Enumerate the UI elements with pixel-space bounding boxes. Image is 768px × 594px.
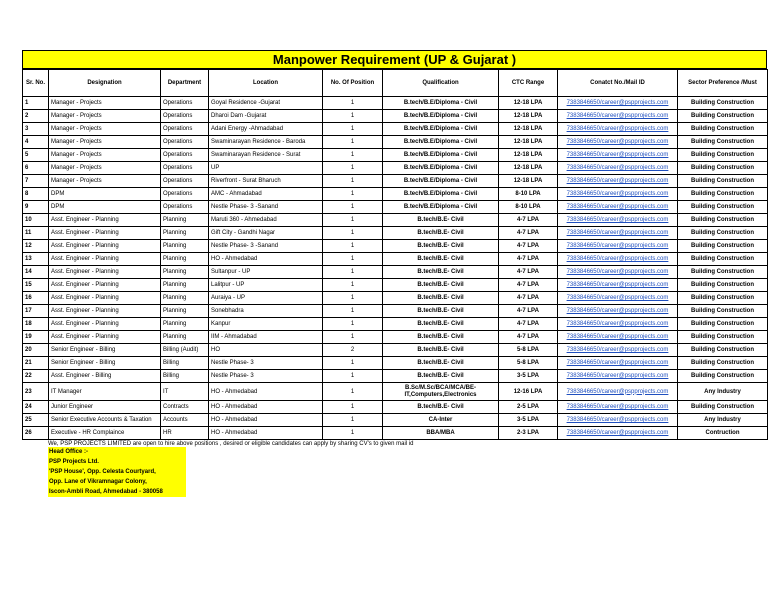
- ctc-cell: 4-7 LPA: [499, 240, 558, 253]
- location-cell: AMC - Ahmadabad: [209, 188, 323, 201]
- office-line: Opp. Lane of Vikramnagar Colony,: [49, 479, 147, 485]
- positions-cell: 1: [323, 110, 383, 123]
- sr-no-cell: 3: [23, 123, 49, 136]
- contact-cell[interactable]: 7383846650/career@pspprojects.com: [558, 175, 678, 188]
- sector-cell: Building Construction: [678, 357, 768, 370]
- location-cell: Sonebhadra: [209, 305, 323, 318]
- sr-no-cell: 22: [23, 370, 49, 383]
- designation-cell: Senior Engineer - Billing: [49, 344, 161, 357]
- ctc-cell: 4-7 LPA: [499, 253, 558, 266]
- contact-cell[interactable]: 7383846650/career@pspprojects.com: [558, 427, 678, 440]
- positions-cell: 1: [323, 357, 383, 370]
- designation-cell: DPM: [49, 201, 161, 214]
- designation-cell: Asst. Engineer - Planning: [49, 331, 161, 344]
- qualification-cell: B.tech/B.E- Civil: [383, 331, 499, 344]
- sr-no-cell: 24: [23, 401, 49, 414]
- sector-cell: Building Construction: [678, 331, 768, 344]
- qualification-cell: B.tech/B.E/Diploma - Civil: [383, 188, 499, 201]
- ctc-cell: 3-5 LPA: [499, 414, 558, 427]
- department-cell: Operations: [161, 188, 209, 201]
- table-row: [23, 279, 768, 292]
- qualification-cell: B.tech/B.E- Civil: [383, 214, 499, 227]
- table-row: [23, 97, 768, 110]
- positions-cell: 1: [323, 305, 383, 318]
- designation-cell: Senior Engineer - Billing: [49, 357, 161, 370]
- department-cell: Planning: [161, 305, 209, 318]
- positions-cell: 1: [323, 427, 383, 440]
- sr-no-cell: 25: [23, 414, 49, 427]
- qualification-cell: B.tech/B.E- Civil: [383, 344, 499, 357]
- designation-cell: Asst. Engineer - Billing: [49, 370, 161, 383]
- sheet-title: Manpower Requirement (UP & Gujarat ): [22, 50, 767, 69]
- sector-cell: Building Construction: [678, 110, 768, 123]
- sr-no-cell: 9: [23, 201, 49, 214]
- ctc-cell: 12-18 LPA: [499, 136, 558, 149]
- contact-cell[interactable]: 7383846650/career@pspprojects.com: [558, 279, 678, 292]
- spreadsheet: [22, 50, 767, 497]
- sector-cell: Building Construction: [678, 188, 768, 201]
- location-cell: Dharoi Dam -Gujarat: [209, 110, 323, 123]
- column-header: CTC Range: [499, 70, 558, 97]
- designation-cell: Executive - HR Complaince: [49, 427, 161, 440]
- sector-cell: Building Construction: [678, 149, 768, 162]
- table-row: [23, 331, 768, 344]
- department-cell: Planning: [161, 240, 209, 253]
- department-cell: Operations: [161, 201, 209, 214]
- ctc-cell: 4-7 LPA: [499, 292, 558, 305]
- designation-cell: Manager - Projects: [49, 123, 161, 136]
- location-cell: HO - Ahmedabad: [209, 427, 323, 440]
- ctc-cell: 12-18 LPA: [499, 123, 558, 136]
- designation-cell: Asst. Engineer - Planning: [49, 240, 161, 253]
- contact-cell[interactable]: 7383846650/career@pspprojects.com: [558, 383, 678, 401]
- designation-cell: Manager - Projects: [49, 110, 161, 123]
- qualification-cell: B.tech/B.E/Diploma - Civil: [383, 162, 499, 175]
- positions-cell: 1: [323, 149, 383, 162]
- column-header: Qualification: [383, 70, 499, 97]
- sector-cell: Building Construction: [678, 214, 768, 227]
- location-cell: Kanpur: [209, 318, 323, 331]
- location-cell: Swaminarayan Residence - Surat: [209, 149, 323, 162]
- ctc-cell: 2-5 LPA: [499, 401, 558, 414]
- positions-cell: 1: [323, 123, 383, 136]
- department-cell: Accounts: [161, 414, 209, 427]
- ctc-cell: 8-10 LPA: [499, 188, 558, 201]
- ctc-cell: 5-8 LPA: [499, 357, 558, 370]
- designation-cell: IT Manager: [49, 383, 161, 401]
- table-row: [23, 240, 768, 253]
- sector-cell: Building Construction: [678, 305, 768, 318]
- department-cell: Billing (Audit): [161, 344, 209, 357]
- table-row: [23, 266, 768, 279]
- qualification-cell: B.tech/B.E- Civil: [383, 279, 499, 292]
- qualification-cell: B.tech/B.E/Diploma - Civil: [383, 123, 499, 136]
- table-row: [23, 214, 768, 227]
- positions-cell: 1: [323, 370, 383, 383]
- sr-no-cell: 8: [23, 188, 49, 201]
- positions-cell: 1: [323, 266, 383, 279]
- qualification-cell: B.tech/B.E- Civil: [383, 240, 499, 253]
- contact-cell[interactable]: 7383846650/career@pspprojects.com: [558, 97, 678, 110]
- table-row: [23, 123, 768, 136]
- column-header: Designation: [49, 70, 161, 97]
- table-row: [23, 292, 768, 305]
- contact-cell[interactable]: 7383846650/career@pspprojects.com: [558, 162, 678, 175]
- department-cell: Billing: [161, 357, 209, 370]
- location-cell: Nestle Phase- 3 -Sanand: [209, 240, 323, 253]
- contact-cell[interactable]: 7383846650/career@pspprojects.com: [558, 136, 678, 149]
- contact-cell[interactable]: 7383846650/career@pspprojects.com: [558, 149, 678, 162]
- location-cell: Swaminarayan Residence - Baroda: [209, 136, 323, 149]
- ctc-cell: 4-7 LPA: [499, 318, 558, 331]
- ctc-cell: 4-7 LPA: [499, 305, 558, 318]
- qualification-cell: B.tech/B.E/Diploma - Civil: [383, 110, 499, 123]
- contact-cell[interactable]: 7383846650/career@pspprojects.com: [558, 305, 678, 318]
- sector-cell: Any Industry: [678, 383, 768, 401]
- qualification-cell: B.Sc/M.Sc/BCA/MCA/BE-IT,Computers,Electronics: [383, 383, 499, 401]
- positions-cell: 1: [323, 97, 383, 110]
- sr-no-cell: 21: [23, 357, 49, 370]
- department-cell: Planning: [161, 214, 209, 227]
- table-row: [23, 414, 768, 427]
- positions-cell: 1: [323, 188, 383, 201]
- qualification-cell: B.tech/B.E/Diploma - Civil: [383, 149, 499, 162]
- qualification-cell: B.tech/B.E/Diploma - Civil: [383, 175, 499, 188]
- qualification-cell: B.tech/B.E- Civil: [383, 305, 499, 318]
- positions-cell: 1: [323, 214, 383, 227]
- table-row: [23, 149, 768, 162]
- sr-no-cell: 18: [23, 318, 49, 331]
- ctc-cell: 4-7 LPA: [499, 214, 558, 227]
- header-row: [23, 70, 768, 97]
- positions-cell: 1: [323, 136, 383, 149]
- qualification-cell: BBA/MBA: [383, 427, 499, 440]
- positions-cell: 1: [323, 253, 383, 266]
- designation-cell: Manager - Projects: [49, 162, 161, 175]
- designation-cell: Asst. Engineer - Planning: [49, 214, 161, 227]
- ctc-cell: 8-10 LPA: [499, 201, 558, 214]
- sr-no-cell: 26: [23, 427, 49, 440]
- office-line: Iscon-Ambli Road, Ahmedabad - 380058: [49, 489, 163, 495]
- office-line: 'PSP House', Opp. Celesta Courtyard,: [49, 469, 156, 475]
- designation-cell: Asst. Engineer - Planning: [49, 318, 161, 331]
- table-row: [23, 175, 768, 188]
- sector-cell: Building Construction: [678, 279, 768, 292]
- sr-no-cell: 2: [23, 110, 49, 123]
- qualification-cell: B.tech/B.E- Civil: [383, 401, 499, 414]
- table-row: [23, 401, 768, 414]
- department-cell: Operations: [161, 175, 209, 188]
- sector-cell: Building Construction: [678, 136, 768, 149]
- sector-cell: Contruction: [678, 427, 768, 440]
- contact-cell[interactable]: 7383846650/career@pspprojects.com: [558, 240, 678, 253]
- table-row: [23, 188, 768, 201]
- sr-no-cell: 11: [23, 227, 49, 240]
- department-cell: Operations: [161, 97, 209, 110]
- sr-no-cell: 20: [23, 344, 49, 357]
- sr-no-cell: 13: [23, 253, 49, 266]
- positions-cell: 1: [323, 240, 383, 253]
- table-row: [23, 383, 768, 401]
- department-cell: Planning: [161, 292, 209, 305]
- qualification-cell: B.tech/B.E/Diploma - Civil: [383, 97, 499, 110]
- location-cell: HO: [209, 344, 323, 357]
- designation-cell: Asst. Engineer - Planning: [49, 227, 161, 240]
- location-cell: Nestle Phase- 3: [209, 370, 323, 383]
- department-cell: Planning: [161, 279, 209, 292]
- designation-cell: Manager - Projects: [49, 97, 161, 110]
- column-header: Sr. No.: [23, 70, 49, 97]
- location-cell: UP: [209, 162, 323, 175]
- head-office-box: [48, 447, 186, 497]
- sr-no-cell: 17: [23, 305, 49, 318]
- sr-no-cell: 7: [23, 175, 49, 188]
- contact-cell[interactable]: 7383846650/career@pspprojects.com: [558, 344, 678, 357]
- table-row: [23, 201, 768, 214]
- sr-no-cell: 19: [23, 331, 49, 344]
- sector-cell: Any Industry: [678, 414, 768, 427]
- contact-cell[interactable]: 7383846650/career@pspprojects.com: [558, 331, 678, 344]
- sr-no-cell: 12: [23, 240, 49, 253]
- table-row: [23, 370, 768, 383]
- ctc-cell: 2-3 LPA: [499, 427, 558, 440]
- location-cell: Auraiya - UP: [209, 292, 323, 305]
- qualification-cell: B.tech/B.E- Civil: [383, 227, 499, 240]
- column-header: Conatct No./Mail ID: [558, 70, 678, 97]
- positions-cell: 1: [323, 279, 383, 292]
- qualification-cell: B.tech/B.E- Civil: [383, 266, 499, 279]
- location-cell: HO - Ahmedabad: [209, 383, 323, 401]
- positions-cell: 1: [323, 227, 383, 240]
- designation-cell: Asst. Engineer - Planning: [49, 279, 161, 292]
- qualification-cell: B.tech/B.E- Civil: [383, 292, 499, 305]
- designation-cell: Junior Engineer: [49, 401, 161, 414]
- positions-cell: 1: [323, 414, 383, 427]
- sector-cell: Building Construction: [678, 162, 768, 175]
- designation-cell: Manager - Projects: [49, 175, 161, 188]
- location-cell: Adani Energy -Ahmadabad: [209, 123, 323, 136]
- sector-cell: Building Construction: [678, 401, 768, 414]
- location-cell: Maruti 360 - Ahmedabad: [209, 214, 323, 227]
- table-row: [23, 305, 768, 318]
- ctc-cell: 12-18 LPA: [499, 175, 558, 188]
- table-row: [23, 427, 768, 440]
- location-cell: HO - Ahmedabad: [209, 401, 323, 414]
- department-cell: Billing: [161, 370, 209, 383]
- qualification-cell: B.tech/B.E/Diploma - Civil: [383, 136, 499, 149]
- sr-no-cell: 10: [23, 214, 49, 227]
- sr-no-cell: 15: [23, 279, 49, 292]
- designation-cell: DPM: [49, 188, 161, 201]
- location-cell: Goyal Residence -Gujarat: [209, 97, 323, 110]
- sr-no-cell: 1: [23, 97, 49, 110]
- contact-cell[interactable]: 7383846650/career@pspprojects.com: [558, 214, 678, 227]
- sector-cell: Building Construction: [678, 240, 768, 253]
- contact-cell[interactable]: 7383846650/career@pspprojects.com: [558, 266, 678, 279]
- contact-cell[interactable]: 7383846650/career@pspprojects.com: [558, 370, 678, 383]
- department-cell: Planning: [161, 253, 209, 266]
- department-cell: Planning: [161, 318, 209, 331]
- sr-no-cell: 16: [23, 292, 49, 305]
- department-cell: Operations: [161, 136, 209, 149]
- contact-cell[interactable]: 7383846650/career@pspprojects.com: [558, 401, 678, 414]
- designation-cell: Asst. Engineer - Planning: [49, 305, 161, 318]
- ctc-cell: 4-7 LPA: [499, 331, 558, 344]
- department-cell: Planning: [161, 331, 209, 344]
- column-header: Sector Preference /Must: [678, 70, 768, 97]
- positions-cell: 1: [323, 175, 383, 188]
- qualification-cell: B.tech/B.E- Civil: [383, 357, 499, 370]
- office-line: PSP Projects Ltd.: [49, 459, 99, 465]
- sector-cell: Building Construction: [678, 344, 768, 357]
- ctc-cell: 3-5 LPA: [499, 370, 558, 383]
- location-cell: Riverfront - Surat Bharuch: [209, 175, 323, 188]
- designation-cell: Manager - Projects: [49, 149, 161, 162]
- contact-cell[interactable]: 7383846650/career@pspprojects.com: [558, 414, 678, 427]
- sr-no-cell: 4: [23, 136, 49, 149]
- sector-cell: Building Construction: [678, 175, 768, 188]
- department-cell: Operations: [161, 162, 209, 175]
- sr-no-cell: 5: [23, 149, 49, 162]
- table-row: [23, 162, 768, 175]
- department-cell: Operations: [161, 110, 209, 123]
- table-row: [23, 110, 768, 123]
- office-heading: Head Office :-: [49, 449, 89, 455]
- sector-cell: Building Construction: [678, 292, 768, 305]
- contact-cell[interactable]: 7383846650/career@pspprojects.com: [558, 123, 678, 136]
- location-cell: Nestle Phase- 3 -Sanand: [209, 201, 323, 214]
- department-cell: Contracts: [161, 401, 209, 414]
- designation-cell: Manager - Projects: [49, 136, 161, 149]
- qualification-cell: B.tech/B.E/Diploma - Civil: [383, 201, 499, 214]
- ctc-cell: 4-7 LPA: [499, 279, 558, 292]
- location-cell: Gift City - Gandhi Nagar: [209, 227, 323, 240]
- positions-cell: 1: [323, 318, 383, 331]
- designation-cell: Senior Executive Accounts & Taxation: [49, 414, 161, 427]
- table-row: [23, 136, 768, 149]
- designation-cell: Asst. Engineer - Planning: [49, 253, 161, 266]
- department-cell: Planning: [161, 266, 209, 279]
- contact-cell[interactable]: 7383846650/career@pspprojects.com: [558, 292, 678, 305]
- positions-cell: 1: [323, 383, 383, 401]
- sector-cell: Building Construction: [678, 253, 768, 266]
- contact-cell[interactable]: 7383846650/career@pspprojects.com: [558, 188, 678, 201]
- sr-no-cell: 6: [23, 162, 49, 175]
- requirements-table: [22, 69, 768, 440]
- location-cell: HO - Ahmedabad: [209, 253, 323, 266]
- positions-cell: 1: [323, 401, 383, 414]
- hiring-note: We, PSP PROJECTS LIMITED are open to hire above positions , desired or eligible candidates can apply by sharing CV's to given mail id: [48, 441, 414, 447]
- ctc-cell: 4-7 LPA: [499, 266, 558, 279]
- sector-cell: Building Construction: [678, 370, 768, 383]
- table-row: [23, 344, 768, 357]
- contact-cell[interactable]: 7383846650/career@pspprojects.com: [558, 227, 678, 240]
- designation-cell: Asst. Engineer - Planning: [49, 266, 161, 279]
- location-cell: HO - Ahmedabad: [209, 414, 323, 427]
- positions-cell: 1: [323, 162, 383, 175]
- ctc-cell: 12-18 LPA: [499, 110, 558, 123]
- department-cell: Operations: [161, 149, 209, 162]
- positions-cell: 1: [323, 292, 383, 305]
- table-row: [23, 253, 768, 266]
- contact-cell[interactable]: 7383846650/career@pspprojects.com: [558, 357, 678, 370]
- column-header: Department: [161, 70, 209, 97]
- positions-cell: 1: [323, 331, 383, 344]
- designation-cell: Asst. Engineer - Planning: [49, 292, 161, 305]
- qualification-cell: CA-Inter: [383, 414, 499, 427]
- department-cell: Operations: [161, 123, 209, 136]
- ctc-cell: 4-7 LPA: [499, 227, 558, 240]
- sector-cell: Building Construction: [678, 201, 768, 214]
- ctc-cell: 12-16 LPA: [499, 383, 558, 401]
- sr-no-cell: 14: [23, 266, 49, 279]
- sector-cell: Building Construction: [678, 266, 768, 279]
- department-cell: HR: [161, 427, 209, 440]
- contact-cell[interactable]: 7383846650/career@pspprojects.com: [558, 201, 678, 214]
- sector-cell: Building Construction: [678, 97, 768, 110]
- qualification-cell: B.tech/B.E- Civil: [383, 370, 499, 383]
- location-cell: Sultanpur - UP: [209, 266, 323, 279]
- sector-cell: Building Construction: [678, 227, 768, 240]
- contact-cell[interactable]: 7383846650/career@pspprojects.com: [558, 318, 678, 331]
- sector-cell: Building Construction: [678, 123, 768, 136]
- qualification-cell: B.tech/B.E- Civil: [383, 318, 499, 331]
- sector-cell: Building Construction: [678, 318, 768, 331]
- location-cell: IIM - Ahmadabad: [209, 331, 323, 344]
- ctc-cell: 12-18 LPA: [499, 149, 558, 162]
- table-row: [23, 227, 768, 240]
- department-cell: IT: [161, 383, 209, 401]
- location-cell: Nestle Phase- 3: [209, 357, 323, 370]
- table-row: [23, 318, 768, 331]
- ctc-cell: 12-18 LPA: [499, 97, 558, 110]
- location-cell: Lalitpur - UP: [209, 279, 323, 292]
- column-header: No. Of Position: [323, 70, 383, 97]
- ctc-cell: 5-8 LPA: [499, 344, 558, 357]
- sr-no-cell: 23: [23, 383, 49, 401]
- column-header: Location: [209, 70, 323, 97]
- qualification-cell: B.tech/B.E- Civil: [383, 253, 499, 266]
- contact-cell[interactable]: 7383846650/career@pspprojects.com: [558, 110, 678, 123]
- ctc-cell: 12-18 LPA: [499, 162, 558, 175]
- contact-cell[interactable]: 7383846650/career@pspprojects.com: [558, 253, 678, 266]
- positions-cell: 2: [323, 344, 383, 357]
- department-cell: Planning: [161, 227, 209, 240]
- table-row: [23, 357, 768, 370]
- table-body: [23, 97, 768, 440]
- positions-cell: 1: [323, 201, 383, 214]
